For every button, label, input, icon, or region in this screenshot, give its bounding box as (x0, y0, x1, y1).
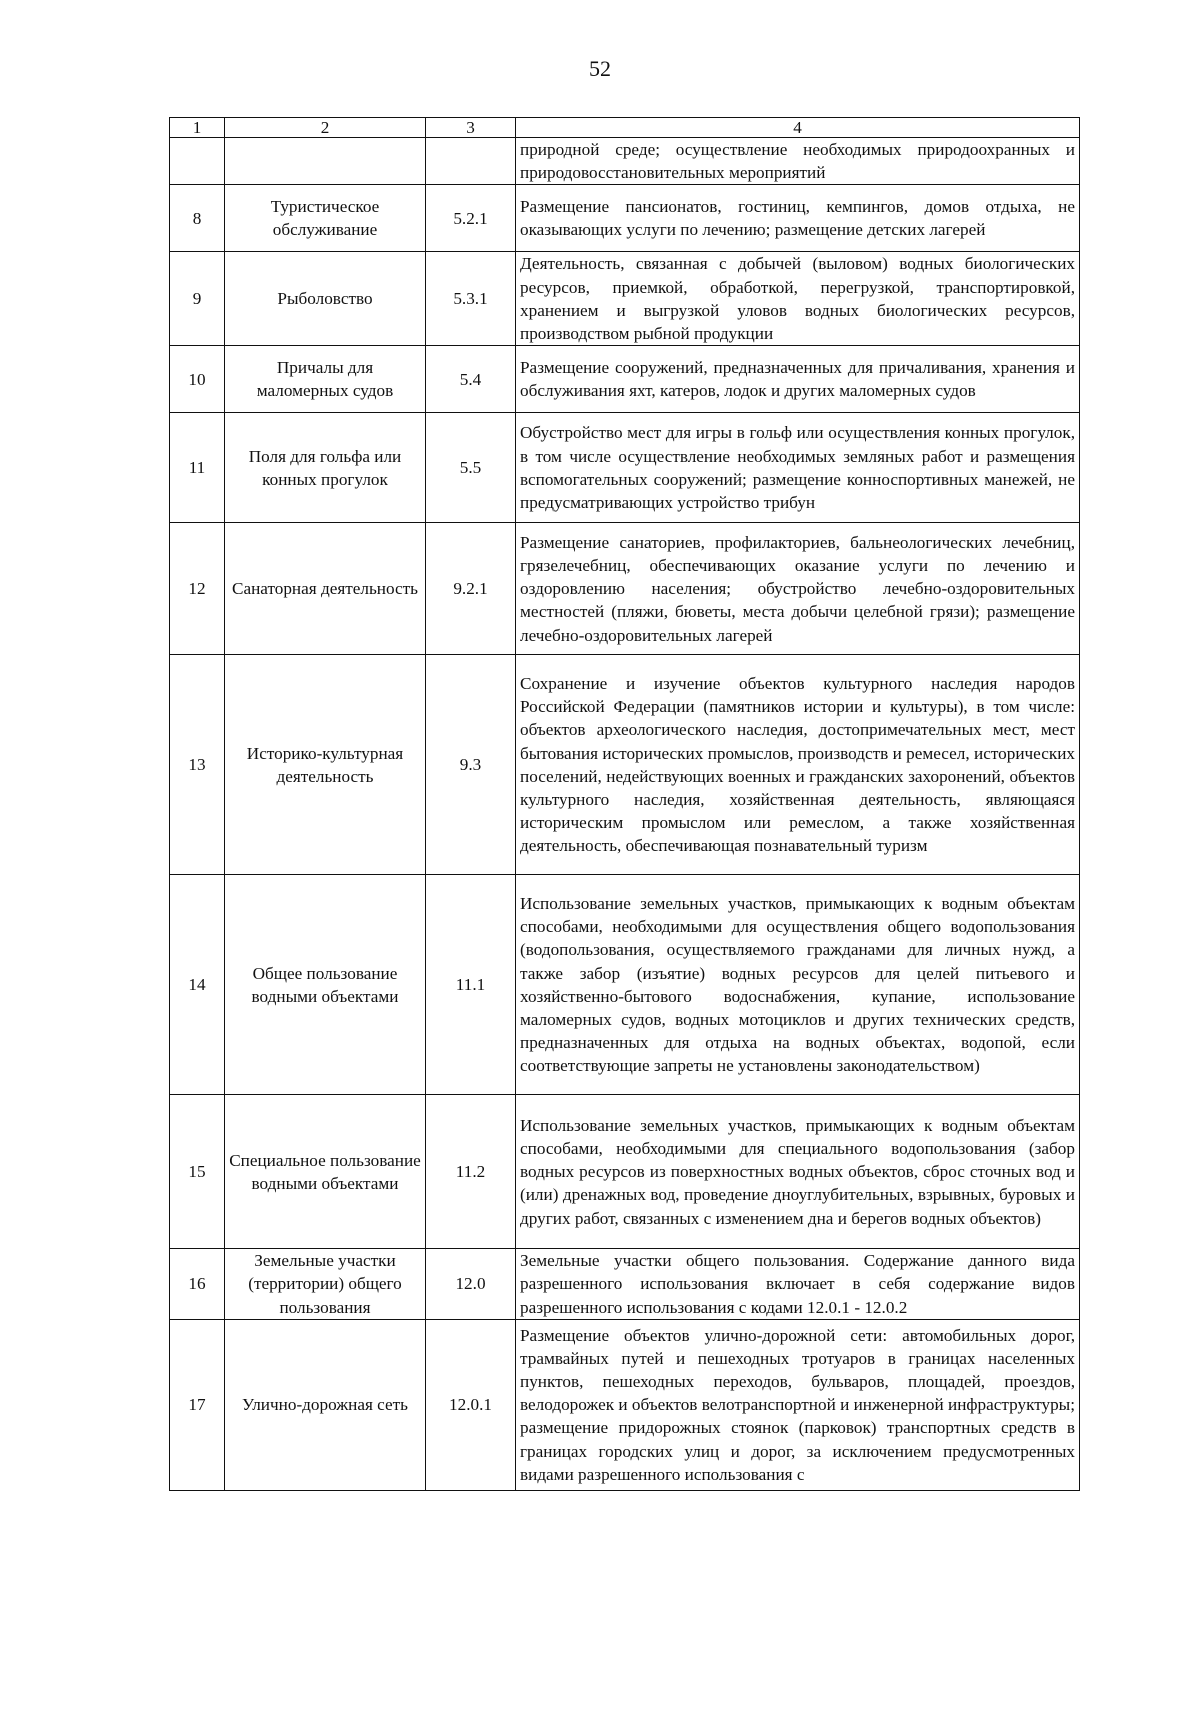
table-row (170, 1249, 1080, 1320)
use-type-description: Земельные участки общего пользования. Содержание данного вида разрешенного использования включает в себя содержание видов разрешенного использования с кодами 12.0.1 - 12.0.2 (516, 1249, 1080, 1320)
row-number: 17 (170, 1319, 225, 1490)
row-number: 14 (170, 875, 225, 1095)
column-header: 3 (426, 118, 516, 138)
row-number: 13 (170, 655, 225, 875)
row-number: 10 (170, 346, 225, 413)
table-row (170, 1319, 1080, 1490)
use-type-name: Туристическое обслуживание (225, 185, 426, 252)
column-header: 2 (225, 118, 426, 138)
use-type-name: Санаторная деятельность (225, 523, 426, 655)
row-number: 15 (170, 1095, 225, 1249)
use-type-description: Размещение санаториев, профилакториев, бальнеологических лечебниц, грязелечебниц, обеспечивающих оказание услуги по лечению и оздоровлению населения; обустройство лечебно-оздоровительных местностей (пляжи, бюветы, места добычи целебной грязи); размещение лечебно-оздоровительных лагерей (516, 523, 1080, 655)
use-type-code: 5.5 (426, 413, 516, 523)
use-type-code: 5.2.1 (426, 185, 516, 252)
use-type-code: 11.1 (426, 875, 516, 1095)
use-type-code: 5.3.1 (426, 252, 516, 346)
table-row (170, 252, 1080, 346)
use-type-description: Сохранение и изучение объектов культурного наследия народов Российской Федерации (памятников истории и культуры), в том числе: объектов археологического наследия, достопримечательных мест, мест бытования исторических промыслов, производств и ремесел, исторических поселений, недействующих военных и гражданских захоронений, объектов культурного наследия, хозяйственная деятельность, являющаяся историческим промыслом или ремеслом, а также хозяйственная деятельность, обеспечивающая познавательный туризм (516, 655, 1080, 875)
use-type-name: Поля для гольфа или конных прогулок (225, 413, 426, 523)
use-type-name: Улично-дорожная сеть (225, 1319, 426, 1490)
use-type-description: Размещение пансионатов, гостиниц, кемпингов, домов отдыха, не оказывающих услуги по лечению; размещение детских лагерей (516, 185, 1080, 252)
row-number: 11 (170, 413, 225, 523)
table-header-row (170, 118, 1080, 138)
use-type-code: 5.4 (426, 346, 516, 413)
use-type-name: Специальное пользование водными объектами (225, 1095, 426, 1249)
row-number: 8 (170, 185, 225, 252)
row-number: 12 (170, 523, 225, 655)
use-type-code: 12.0.1 (426, 1319, 516, 1490)
table-row (170, 346, 1080, 413)
use-type-name: Рыболовство (225, 252, 426, 346)
column-header: 4 (516, 118, 1080, 138)
use-type-code: 11.2 (426, 1095, 516, 1249)
row-number (170, 138, 225, 185)
page-number: 52 (589, 56, 611, 81)
use-type-description: природной среде; осуществление необходимых природоохранных и природовосстановительных мероприятий (516, 138, 1080, 185)
use-type-description: Деятельность, связанная с добычей (выловом) водных биологических ресурсов, приемкой, обработкой, перегрузкой, транспортировкой, хранением и выгрузкой уловов водных биологических ресурсов, производством рыбной продукции (516, 252, 1080, 346)
use-type-name: Причалы для маломерных судов (225, 346, 426, 413)
use-type-description: Размещение объектов улично-дорожной сети: автомобильных дорог, трамвайных путей и пешеходных тротуаров в границах населенных пунктов, пешеходных переходов, бульваров, площадей, проездов, велодорожек и объектов велотранспортной и инженерной инфраструктуры; размещение придорожных стоянок (парковок) транспортных средств в границах городских улиц и дорог, за исключением предусмотренных видами разрешенного использования с (516, 1319, 1080, 1490)
use-type-code: 9.2.1 (426, 523, 516, 655)
use-type-name: Историко-культурная деятельность (225, 655, 426, 875)
use-type-name: Земельные участки (территории) общего пользования (225, 1249, 426, 1320)
table-row (170, 655, 1080, 875)
table-row (170, 185, 1080, 252)
table-row (170, 138, 1080, 185)
table-row (170, 1095, 1080, 1249)
use-type-description: Размещение сооружений, предназначенных для причаливания, хранения и обслуживания яхт, катеров, лодок и других маломерных судов (516, 346, 1080, 413)
use-type-code: 12.0 (426, 1249, 516, 1320)
land-use-table (169, 117, 1080, 1491)
use-type-name: Общее пользование водными объектами (225, 875, 426, 1095)
column-header: 1 (170, 118, 225, 138)
use-type-description: Обустройство мест для игры в гольф или осуществления конных прогулок, в том числе осуществление необходимых земляных работ и размещения вспомогательных сооружений; размещение конноспортивных манежей, не предусматривающих устройство трибун (516, 413, 1080, 523)
use-type-name (225, 138, 426, 185)
use-type-code (426, 138, 516, 185)
table-row (170, 875, 1080, 1095)
use-type-description: Использование земельных участков, примыкающих к водным объектам способами, необходимыми для осуществления общего водопользования (водопользования, осуществляемого гражданами для личных нужд, а также забор (изъятие) водных ресурсов для целей питьевого и хозяйственно-бытового водоснабжения, купание, использование маломерных судов, водных мотоциклов и других технических средств, предназначенных для отдыха на водных объектах, водопой, если соответствующие запреты не установлены законодательством) (516, 875, 1080, 1095)
use-type-code: 9.3 (426, 655, 516, 875)
use-type-description: Использование земельных участков, примыкающих к водным объектам способами, необходимыми для специального водопользования (забор водных ресурсов из поверхностных водных объектов, сброс сточных вод и (или) дренажных вод, проведение дноуглубительных, взрывных, буровых и других работ, связанных с изменением дна и берегов водных объектов) (516, 1095, 1080, 1249)
row-number: 16 (170, 1249, 225, 1320)
table-row (170, 413, 1080, 523)
table-row (170, 523, 1080, 655)
row-number: 9 (170, 252, 225, 346)
